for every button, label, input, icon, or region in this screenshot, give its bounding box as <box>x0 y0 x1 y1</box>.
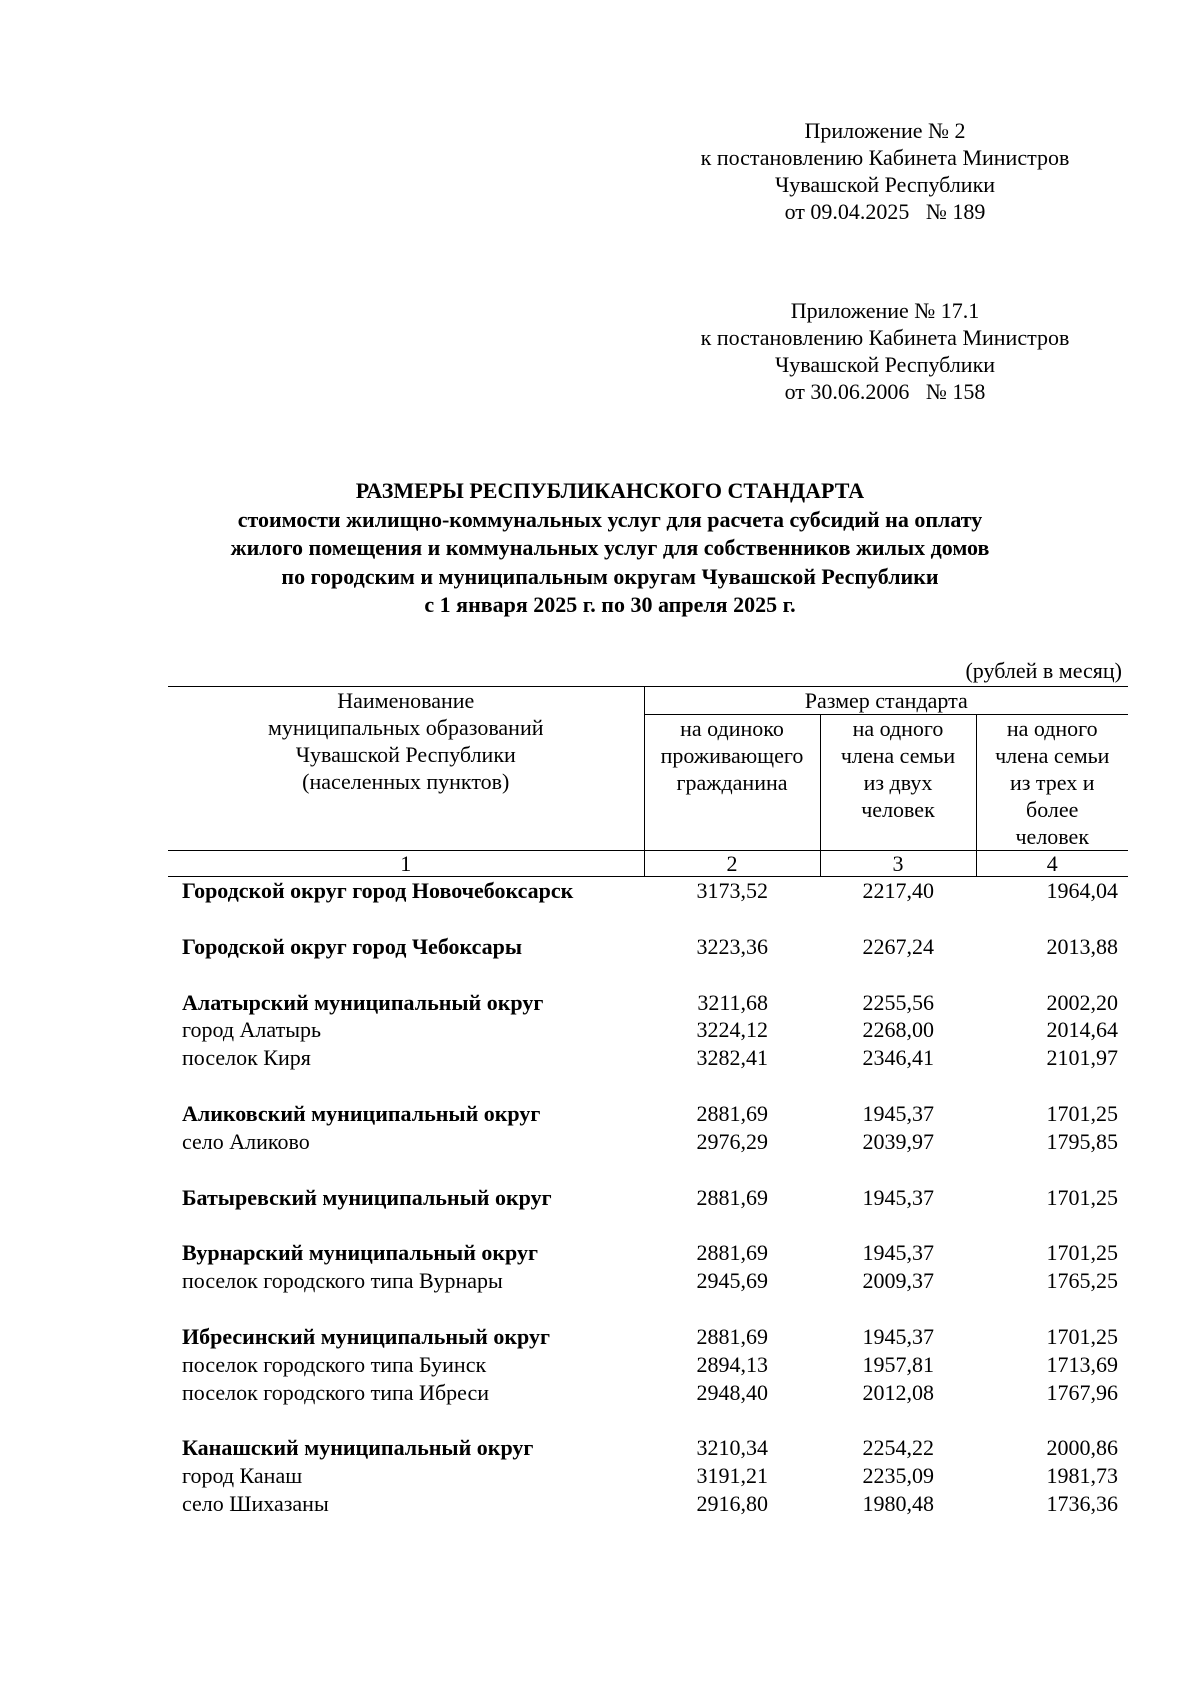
header-group-standard-size: Размер стандарта <box>644 687 1128 715</box>
family-three-plus-value-cell: 2013,88 <box>1046 933 1118 959</box>
document-title <box>120 477 1100 620</box>
column-number: 2 <box>644 851 820 877</box>
territory-name-cell: село Аликово <box>182 1128 310 1154</box>
family-two-value-cell: 1945,37 <box>862 1184 934 1210</box>
spacer-row <box>168 961 1128 989</box>
spacer-cell <box>168 905 1128 933</box>
family-three-plus-value-cell: 2000,86 <box>1046 1435 1118 1461</box>
annex-17-1-reference <box>645 297 1125 405</box>
header-text-line: на одного <box>852 716 944 741</box>
header-text-line: человек <box>861 797 935 822</box>
district-row <box>168 1323 1128 1351</box>
header-text-line: из двух <box>863 770 933 795</box>
single-citizen-value-cell: 2881,69 <box>696 1184 768 1210</box>
single-citizen-value-cell: 2916,80 <box>696 1490 768 1516</box>
family-three-plus-value-cell: 2014,64 <box>1046 1017 1118 1043</box>
locality-row <box>168 1379 1128 1407</box>
family-two-value-cell: 1945,37 <box>862 1323 934 1349</box>
district-row <box>168 1184 1128 1212</box>
single-citizen-value-cell: 2945,69 <box>696 1268 768 1294</box>
single-citizen-value-cell: 2881,69 <box>696 1240 768 1266</box>
district-row <box>168 877 1128 905</box>
single-citizen-value-cell: 3224,12 <box>696 1017 768 1043</box>
header-family-of-two <box>820 715 976 851</box>
district-row <box>168 1100 1128 1128</box>
spacer-row <box>168 1406 1128 1434</box>
single-citizen-value-cell: 3191,21 <box>696 1463 768 1489</box>
title-line: стоимости жилищно-коммунальных услуг для расчета субсидий на оплату <box>237 506 983 532</box>
annex-2-line: к постановлению Кабинета Министров <box>700 145 1070 170</box>
family-three-plus-value-cell: 1701,25 <box>1046 1100 1118 1126</box>
territory-name-cell: Аликовский муниципальный округ <box>182 1100 541 1126</box>
family-two-value-cell: 1945,37 <box>862 1240 934 1266</box>
spacer-cell <box>168 1406 1128 1434</box>
district-row <box>168 1434 1128 1462</box>
header-name-column <box>168 687 644 851</box>
district-row <box>168 933 1128 961</box>
territory-name-cell: Городской округ город Чебоксары <box>182 933 523 959</box>
standards-table <box>168 686 1128 1518</box>
family-three-plus-value-cell: 1701,25 <box>1046 1184 1118 1210</box>
header-text-line: на одного <box>1006 716 1098 741</box>
spacer-cell <box>168 1156 1128 1184</box>
spacer-cell <box>168 961 1128 989</box>
header-text-line: члена семьи <box>840 743 956 768</box>
header-single-citizen <box>644 715 820 851</box>
spacer-cell <box>168 1072 1128 1100</box>
annex-2-reference <box>645 117 1125 225</box>
single-citizen-value-cell: 3210,34 <box>696 1435 768 1461</box>
family-two-value-cell: 2254,22 <box>862 1435 934 1461</box>
annex-2-line: Чувашской Республики <box>774 172 996 197</box>
single-citizen-value-cell: 2881,69 <box>696 1100 768 1126</box>
header-text-line: (населенных пунктов) <box>302 769 510 794</box>
single-citizen-value-cell: 3173,52 <box>696 878 768 903</box>
single-citizen-value-cell: 2976,29 <box>696 1128 768 1154</box>
family-three-plus-value-cell: 1713,69 <box>1046 1351 1118 1377</box>
district-row <box>168 989 1128 1017</box>
family-two-value-cell: 1957,81 <box>862 1351 934 1377</box>
spacer-row <box>168 1072 1128 1100</box>
annex-2-line: от 09.04.2025 № 189 <box>784 199 986 224</box>
family-three-plus-value-cell: 1701,25 <box>1046 1323 1118 1349</box>
spacer-row <box>168 1295 1128 1323</box>
table-body <box>168 877 1128 1518</box>
territory-name-cell: город Алатырь <box>182 1017 322 1043</box>
territory-name-cell: Батыревский муниципальный округ <box>182 1184 552 1210</box>
territory-name-cell: Городской округ город Новочебоксарск <box>182 878 574 903</box>
family-two-value-cell: 2255,56 <box>862 989 934 1015</box>
family-three-plus-value-cell: 1736,36 <box>1046 1490 1118 1516</box>
territory-name-cell: поселок городского типа Ибреси <box>182 1379 489 1405</box>
header-text-line: Чувашской Республики <box>295 742 516 767</box>
family-two-value-cell: 1945,37 <box>862 1100 934 1126</box>
territory-name-cell: село Шихазаны <box>182 1490 329 1516</box>
territory-name-cell: поселок Киря <box>182 1045 311 1071</box>
header-text-line: муниципальных образований <box>267 715 544 740</box>
spacer-cell <box>168 1295 1128 1323</box>
title-line: жилого помещения и коммунальных услуг для собственников жилых домов <box>230 535 990 560</box>
family-three-plus-value-cell: 2002,20 <box>1046 989 1118 1015</box>
family-three-plus-value-cell: 1765,25 <box>1046 1268 1118 1294</box>
single-citizen-value-cell: 3211,68 <box>697 989 768 1015</box>
title-line: РАЗМЕРЫ РЕСПУБЛИКАНСКОГО СТАНДАРТА <box>355 478 865 503</box>
family-two-value-cell: 2009,37 <box>862 1268 934 1294</box>
locality-row <box>168 1351 1128 1379</box>
header-text-line: из трех и <box>1009 770 1095 795</box>
locality-row <box>168 1462 1128 1490</box>
header-text-line: проживающего <box>660 743 804 768</box>
header-text-line: на одиноко <box>680 716 784 741</box>
annex-17-1-line: Приложение № 17.1 <box>790 298 980 323</box>
family-two-value-cell: 1980,48 <box>862 1490 934 1516</box>
family-two-value-cell: 2268,00 <box>862 1017 934 1043</box>
title-line: по городским и муниципальным округам Чувашской Республики <box>281 563 939 589</box>
family-three-plus-value-cell: 1981,73 <box>1046 1463 1118 1489</box>
annex-17-1-line: Чувашской Республики <box>774 352 996 377</box>
family-two-value-cell: 2267,24 <box>862 933 934 959</box>
column-number: 1 <box>168 851 644 877</box>
single-citizen-value-cell: 2894,13 <box>696 1351 768 1377</box>
single-citizen-value-cell: 2948,40 <box>696 1379 768 1405</box>
family-three-plus-value-cell: 1964,04 <box>1046 878 1118 903</box>
single-citizen-value-cell: 3282,41 <box>696 1045 768 1071</box>
family-two-value-cell: 2012,08 <box>862 1379 934 1405</box>
header-text-line: члена семьи <box>995 743 1110 768</box>
annex-17-1-line: к постановлению Кабинета Министров <box>700 325 1070 350</box>
spacer-cell <box>168 1211 1128 1239</box>
standards-table-container <box>168 686 1128 1518</box>
header-text-line: человек <box>1015 824 1090 849</box>
territory-name-cell: поселок городского типа Буинск <box>182 1351 487 1377</box>
family-three-plus-value-cell: 1767,96 <box>1046 1379 1118 1405</box>
units-note: (рублей в месяц) <box>965 658 1122 683</box>
header-text-line: гражданина <box>676 770 788 795</box>
locality-row <box>168 1490 1128 1518</box>
single-citizen-value-cell: 3223,36 <box>696 933 768 959</box>
territory-name-cell: Ибресинский муниципальный округ <box>182 1323 550 1349</box>
header-text-line: более <box>1026 797 1079 822</box>
family-three-plus-value-cell: 1795,85 <box>1046 1128 1118 1154</box>
district-row <box>168 1239 1128 1267</box>
territory-name-cell: Вурнарский муниципальный округ <box>182 1240 538 1266</box>
family-two-value-cell: 2039,97 <box>862 1128 934 1154</box>
family-three-plus-value-cell: 2101,97 <box>1046 1045 1118 1071</box>
column-number: 4 <box>976 851 1128 877</box>
title-line: с 1 января 2025 г. по 30 апреля 2025 г. <box>424 592 796 617</box>
family-two-value-cell: 2217,40 <box>862 878 934 903</box>
family-two-value-cell: 2235,09 <box>862 1463 934 1489</box>
territory-name-cell: Алатырский муниципальный округ <box>182 989 544 1015</box>
territory-name-cell: поселок городского типа Вурнары <box>182 1268 503 1294</box>
header-text-line: Наименование <box>337 688 475 713</box>
locality-row <box>168 1267 1128 1295</box>
locality-row <box>168 1044 1128 1072</box>
locality-row <box>168 1016 1128 1044</box>
territory-name-cell: Канашский муниципальный округ <box>182 1435 534 1461</box>
family-three-plus-value-cell: 1701,25 <box>1046 1240 1118 1266</box>
family-two-value-cell: 2346,41 <box>862 1045 934 1071</box>
spacer-row <box>168 1156 1128 1184</box>
spacer-row <box>168 1211 1128 1239</box>
spacer-row <box>168 905 1128 933</box>
header-family-of-three-plus <box>976 715 1128 851</box>
single-citizen-value-cell: 2881,69 <box>696 1323 768 1349</box>
locality-row <box>168 1128 1128 1156</box>
column-number: 3 <box>820 851 976 877</box>
annex-2-line: Приложение № 2 <box>804 118 966 143</box>
territory-name-cell: город Канаш <box>182 1463 303 1489</box>
annex-17-1-line: от 30.06.2006 № 158 <box>784 379 986 404</box>
